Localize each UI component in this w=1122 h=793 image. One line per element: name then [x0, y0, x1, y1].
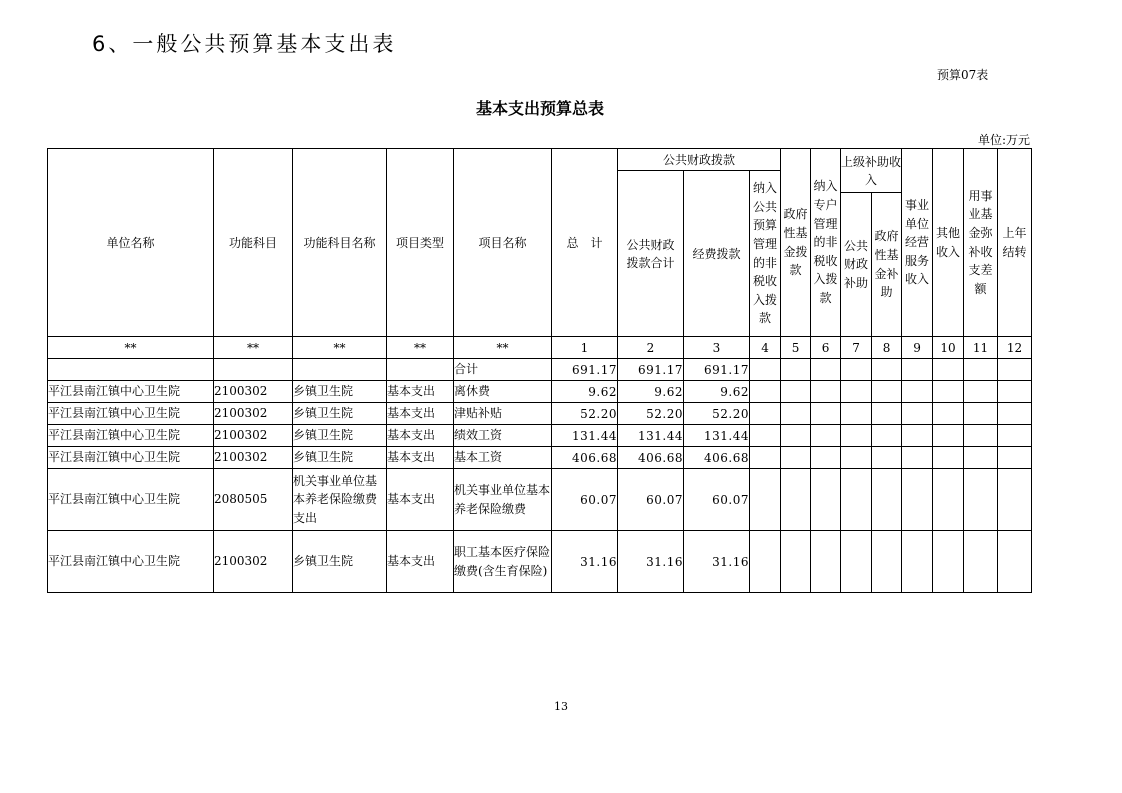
page-number: 13 — [554, 700, 568, 713]
total-pf-total: 691.17 — [618, 359, 684, 381]
cell-pf-total: 52.20 — [618, 403, 684, 425]
unit-label: 单位:万元 — [977, 133, 1030, 147]
index-cell: 7 — [841, 337, 872, 359]
table-row — [48, 381, 1032, 403]
table-row — [48, 403, 1032, 425]
column-index-row — [48, 337, 1032, 359]
total-row — [48, 359, 1032, 381]
total-label: 合计 — [454, 359, 552, 381]
cell-type: 基本支出 — [387, 469, 454, 531]
cell-unit: 平江县南江镇中心卫生院 — [48, 469, 214, 531]
cell-pf-funds: 60.07 — [684, 469, 750, 531]
total-amount: 691.17 — [552, 359, 618, 381]
cell-item: 津贴补贴 — [454, 403, 552, 425]
index-cell: 9 — [902, 337, 933, 359]
col-func-code: 功能科目 — [214, 149, 293, 337]
index-cell: 10 — [933, 337, 964, 359]
cell-pf-total: 406.68 — [618, 447, 684, 469]
col-other-income: 其他收入 — [933, 149, 964, 337]
index-cell: 2 — [618, 337, 684, 359]
cell-func-name: 乡镇卫生院 — [293, 425, 387, 447]
col-carryover: 上年结转 — [998, 149, 1032, 337]
index-cell: 12 — [998, 337, 1032, 359]
cell-item: 职工基本医疗保险缴费(含生育保险) — [454, 531, 552, 593]
cell-pf-total: 131.44 — [618, 425, 684, 447]
cell-item: 离休费 — [454, 381, 552, 403]
table-row — [48, 447, 1032, 469]
cell-pf-total: 31.16 — [618, 531, 684, 593]
index-cell: 4 — [750, 337, 781, 359]
cell-unit: 平江县南江镇中心卫生院 — [48, 531, 214, 593]
form-number: 预算07表 — [937, 68, 989, 82]
cell-func-name: 乡镇卫生院 — [293, 381, 387, 403]
cell-item: 机关事业单位基本养老保险缴费 — [454, 469, 552, 531]
cell-unit: 平江县南江镇中心卫生院 — [48, 381, 214, 403]
index-cell: ** — [214, 337, 293, 359]
index-cell: ** — [48, 337, 214, 359]
cell-item: 基本工资 — [454, 447, 552, 469]
cell-unit: 平江县南江镇中心卫生院 — [48, 447, 214, 469]
cell-pf-funds: 406.68 — [684, 447, 750, 469]
col-special-nontax: 纳入专户管理的非税收入拨款 — [811, 149, 841, 337]
col-gov-fund: 政府性基金拨款 — [781, 149, 811, 337]
cell-pf-funds: 131.44 — [684, 425, 750, 447]
cell-pf-total: 60.07 — [618, 469, 684, 531]
cell-pf-funds: 52.20 — [684, 403, 750, 425]
cell-type: 基本支出 — [387, 425, 454, 447]
col-func-name: 功能科目名称 — [293, 149, 387, 337]
cell-type: 基本支出 — [387, 381, 454, 403]
cell-total: 9.62 — [552, 381, 618, 403]
cell-item: 绩效工资 — [454, 425, 552, 447]
index-cell: ** — [454, 337, 552, 359]
col-upper-gov-fund: 政府性基金补助 — [872, 193, 902, 337]
col-upper-subsidy: 上级补助收入 — [841, 149, 902, 193]
cell-unit: 平江县南江镇中心卫生院 — [48, 403, 214, 425]
table-row — [48, 531, 1032, 593]
table-title: 基本支出预算总表 — [475, 99, 604, 118]
total-pf-funds: 691.17 — [684, 359, 750, 381]
cell-type: 基本支出 — [387, 403, 454, 425]
index-cell: 1 — [552, 337, 618, 359]
cell-pf-funds: 9.62 — [684, 381, 750, 403]
cell-total: 31.16 — [552, 531, 618, 593]
col-pf-nontax: 纳入公共预算管理的非税收入拨款 — [750, 171, 781, 337]
col-total: 总 计 — [552, 149, 618, 337]
cell-total: 52.20 — [552, 403, 618, 425]
cell-pf-total: 9.62 — [618, 381, 684, 403]
col-item-type: 项目类型 — [387, 149, 454, 337]
cell-type: 基本支出 — [387, 531, 454, 593]
index-cell: 8 — [872, 337, 902, 359]
cell-func-name: 乡镇卫生院 — [293, 531, 387, 593]
table-row — [48, 469, 1032, 531]
col-pf-funds: 经费拨款 — [684, 171, 750, 337]
cell-func-name: 机关事业单位基本养老保险缴费支出 — [293, 469, 387, 531]
col-item-name: 项目名称 — [454, 149, 552, 337]
col-unit-name: 单位名称 — [48, 149, 214, 337]
cell-code: 2100302 — [214, 425, 293, 447]
cell-total: 406.68 — [552, 447, 618, 469]
cell-unit: 平江县南江镇中心卫生院 — [48, 425, 214, 447]
cell-type: 基本支出 — [387, 447, 454, 469]
cell-code: 2100302 — [214, 447, 293, 469]
col-business-income: 事业单位经营服务收入 — [902, 149, 933, 337]
budget-table — [47, 148, 1032, 593]
index-cell: ** — [293, 337, 387, 359]
section-title: 6、一般公共预算基本支出表 — [92, 32, 397, 56]
cell-total: 131.44 — [552, 425, 618, 447]
col-pf-total: 公共财政拨款合计 — [618, 171, 684, 337]
col-fund-deficit: 用事业基金弥补收支差额 — [964, 149, 998, 337]
index-cell: 3 — [684, 337, 750, 359]
cell-func-name: 乡镇卫生院 — [293, 403, 387, 425]
col-public-finance: 公共财政拨款 — [618, 149, 781, 171]
cell-code: 2100302 — [214, 403, 293, 425]
cell-code: 2100302 — [214, 531, 293, 593]
cell-func-name: 乡镇卫生院 — [293, 447, 387, 469]
index-cell: ** — [387, 337, 454, 359]
index-cell: 6 — [811, 337, 841, 359]
col-upper-public: 公共财政补助 — [841, 193, 872, 337]
cell-code: 2100302 — [214, 381, 293, 403]
cell-pf-funds: 31.16 — [684, 531, 750, 593]
cell-total: 60.07 — [552, 469, 618, 531]
index-cell: 11 — [964, 337, 998, 359]
table-row — [48, 425, 1032, 447]
index-cell: 5 — [781, 337, 811, 359]
cell-code: 2080505 — [214, 469, 293, 531]
